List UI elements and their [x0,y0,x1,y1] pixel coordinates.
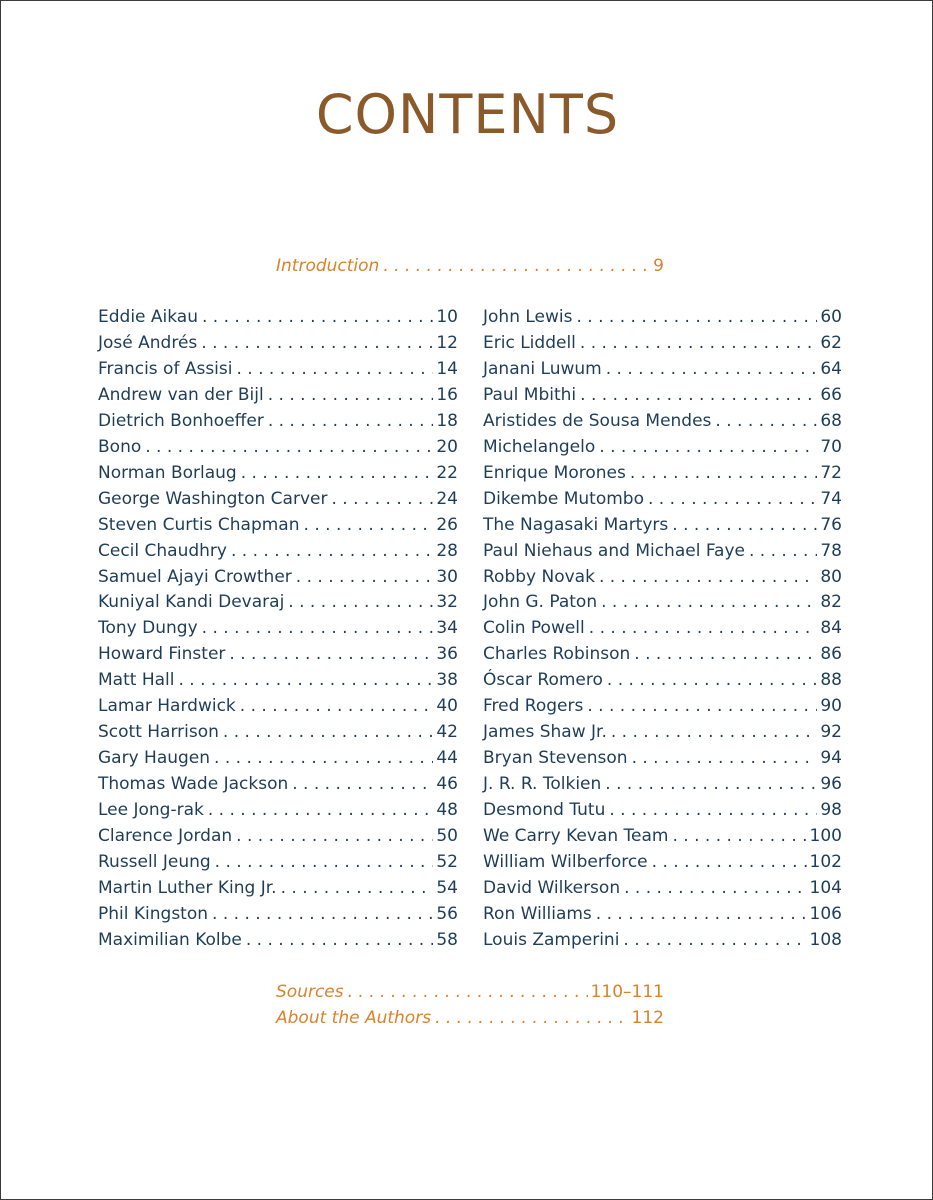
toc-entry [483,487,842,511]
toc-entry-page: 74 [820,488,842,509]
dot-leader [201,331,433,355]
toc-entry [483,357,842,381]
toc-entry [98,798,458,822]
dot-leader [672,824,806,848]
toc-entry-label: Charles Robinson [483,644,631,665]
dot-leader [223,720,433,744]
toc-entry-label: Russell Jeung [98,851,211,872]
toc-entry [483,461,842,485]
toc-entry-label: Dikembe Mutombo [483,488,644,509]
toc-entry-label: Paul Niehaus and Michael Faye [483,540,745,561]
toc-entry [98,539,458,563]
toc-entry-label: Thomas Wade Jackson [98,774,289,795]
toc-entry-label: Paul Mbithi [483,384,577,405]
toc-entry-label: The Nagasaki Martyrs [483,514,669,535]
toc-entry [98,435,458,459]
dot-leader [624,876,806,900]
toc-entry-page: 106 [809,903,842,924]
toc-entry-page: 94 [820,748,842,769]
toc-entry-label: Martin Luther King Jr. [98,877,277,898]
toc-entry-page: 40 [436,696,458,717]
toc-entry [483,772,842,796]
toc-entry-label: Maximilian Kolbe [98,929,242,950]
toc-entry-label: Lamar Hardwick [98,696,236,717]
toc-entry [483,694,842,718]
toc-entry-page: 70 [820,436,842,457]
toc-entry-label: Kuniyal Kandi Devaraj [98,592,285,613]
toc-entry-page: 12 [436,332,458,353]
toc-entry [98,902,458,926]
toc-entry-page: 82 [820,592,842,613]
toc-entry [483,590,842,614]
toc-entry-label: Eric Liddell [483,332,576,353]
dot-leader [632,746,818,770]
toc-entry-page: 36 [436,644,458,665]
dot-leader [589,616,818,640]
dot-leader [606,357,818,381]
toc-entry-label: Louis Zamperini [483,929,620,950]
toc-entry-label: Tony Dungy [98,618,198,639]
dot-leader [611,720,818,744]
toc-entry-page: 46 [436,774,458,795]
dot-leader [241,461,434,485]
toc-entry-page: 102 [809,851,842,872]
toc-entry [98,876,458,900]
toc-entry-page: 84 [820,618,842,639]
toc-entry [98,513,458,537]
toc-entry [98,720,458,744]
toc-entry-label: Ron Williams [483,903,592,924]
dot-leader [237,357,434,381]
toc-entry-label: Desmond Tutu [483,800,606,821]
page-title: CONTENTS [315,83,620,146]
toc-entry-page: 54 [436,877,458,898]
toc-entry [483,798,842,822]
dot-leader [240,694,434,718]
toc-entry-page: 86 [820,644,842,665]
toc-entry [98,590,458,614]
toc-entry-label: Aristides de Sousa Mendes [483,410,712,431]
toc-entry-page: 100 [809,826,842,846]
dot-leader [652,850,807,874]
toc-entry [483,513,842,537]
toc-entry-label: We Carry Kevan Team [483,826,669,846]
toc-entry [98,383,458,407]
dot-leader [212,902,433,926]
toc-entry [98,694,458,718]
toc-entry-label: Matt Hall [98,670,175,691]
toc-entry-label: Dietrich Bonhoeffer [98,410,264,431]
dot-leader [435,1006,628,1030]
dot-leader [383,254,650,278]
dot-leader [648,487,817,511]
toc-entry-label: Sources [276,982,344,1002]
toc-entry-label: Enrique Morones [483,462,626,483]
dot-leader [215,850,434,874]
dot-leader [580,383,817,407]
toc-entry-label: Norman Borlaug [98,462,237,483]
toc-entry-label: Andrew van der Bijl [98,384,264,405]
toc-entry-page: 16 [436,384,458,405]
toc-entry-label: Robby Novak [483,566,595,587]
dot-leader [580,331,817,355]
toc-entry-page: 56 [436,903,458,924]
toc-entry [98,409,458,433]
toc-entry-page: 98 [820,800,842,821]
dot-leader [331,487,433,511]
dot-leader [348,980,588,1004]
toc-entry-page: 18 [436,410,458,431]
toc-entry [483,616,842,640]
toc-entry [98,746,458,770]
toc-entry-page: 62 [820,332,842,353]
toc-entry [483,539,842,563]
toc-entry-sources [276,980,664,1004]
toc-entry-page: 88 [820,670,842,691]
dot-leader [281,876,434,900]
toc-entry-page: 26 [436,514,458,535]
toc-entry [483,668,842,692]
dot-leader [231,539,433,563]
toc-entry [483,305,842,329]
toc-entry-page: 52 [436,851,458,872]
toc-entry [98,357,458,381]
toc-entry-label: Colin Powell [483,618,585,639]
toc-entry-page: 60 [820,307,842,327]
toc-entry-page: 10 [436,307,458,327]
toc-entry-label: Bono [98,436,142,457]
toc-entry-introduction [276,254,664,278]
toc-entry-page: 44 [436,748,458,769]
toc-entry [98,642,458,666]
toc-entry-page: 34 [436,618,458,639]
toc-entry [98,850,458,874]
dot-leader [749,539,817,563]
dot-leader [268,383,434,407]
toc-entry [483,642,842,666]
dot-leader [596,902,807,926]
dot-leader [607,668,817,692]
toc-entry-label: Phil Kingston [98,903,209,924]
dot-leader [715,409,817,433]
dot-leader [268,409,434,433]
toc-entry [483,383,842,407]
toc-entry-page: 20 [436,436,458,457]
toc-entry-page: 14 [436,358,458,379]
toc-entry-label: John G. Paton [483,592,598,613]
toc-entry-label: George Washington Carver [98,488,328,509]
toc-entry-label: William Wilberforce [483,851,648,872]
toc-entry-page: 96 [820,774,842,795]
toc-entry [98,461,458,485]
dot-leader [178,668,433,692]
toc-entry-page: 78 [820,540,842,561]
toc-entry-page: 76 [820,514,842,535]
toc-entry-page: 28 [436,540,458,561]
toc-entry-page: 104 [809,877,842,898]
toc-entry-label: Samuel Ajayi Crowther [98,566,292,587]
toc-entry-page: 48 [436,800,458,821]
toc-entry-page: 30 [436,566,458,587]
dot-leader [672,513,817,537]
toc-entry-label: Óscar Romero [483,670,603,691]
toc-entry [483,331,842,355]
toc-entry-page: 22 [436,462,458,483]
toc-entry-label: Clarence Jordan [98,826,233,846]
dot-leader [292,772,433,796]
toc-entry [483,720,842,744]
dot-leader [246,928,433,952]
toc-entry-page: 92 [820,722,842,743]
toc-entry-page: 72 [820,462,842,483]
toc-entry-page: 110–111 [590,982,664,1002]
toc-entry [483,409,842,433]
dot-leader [587,694,817,718]
toc-entry-page: 68 [820,410,842,431]
dot-leader [605,772,817,796]
toc-entry [98,668,458,692]
toc-entry [98,331,458,355]
toc-entry-label: James Shaw Jr. [483,722,607,743]
toc-entry-page: 50 [436,826,458,846]
toc-entry [98,487,458,511]
dot-leader [576,305,817,329]
toc-entry [98,772,458,796]
toc-entry [98,928,458,952]
toc-entry [98,565,458,589]
dot-leader [599,435,817,459]
toc-entry-label: Lee Jong-rak [98,800,204,821]
toc-entry-page: 108 [809,929,842,950]
dot-leader [202,616,434,640]
dot-leader [630,461,818,485]
toc-entry-label: Steven Curtis Chapman [98,514,300,535]
toc-entry-label: Cecil Chaudhry [98,540,227,561]
toc-entry [483,902,842,926]
toc-entry [483,824,842,848]
toc-entry-label: J. R. R. Tolkien [483,774,602,795]
dot-leader [145,435,433,459]
toc-entry [483,565,842,589]
toc-entry-label: Janani Luwum [483,358,602,379]
toc-entry-page: 90 [820,696,842,717]
toc-entry-label: Introduction [276,256,380,276]
toc-entry [98,824,458,848]
toc-entry-label: Fred Rogers [483,696,584,717]
dot-leader [599,565,817,589]
dot-leader [208,798,433,822]
toc-entry-page: 32 [436,592,458,613]
toc-entry [483,850,842,874]
toc-entry-label: John Lewis [483,307,573,327]
toc-entry-label: Francis of Assisi [98,358,233,379]
toc-entry-label: Michelangelo [483,436,596,457]
toc-entry-page: 38 [436,670,458,691]
dot-leader [304,513,434,537]
toc-entry-page: 80 [820,566,842,587]
toc-entry [98,616,458,640]
toc-entry-page: 9 [653,256,664,276]
toc-entry-page: 64 [820,358,842,379]
toc-entry-page: 24 [436,488,458,509]
dot-leader [288,590,433,614]
toc-entry-label: Bryan Stevenson [483,748,628,769]
toc-entry-page: 66 [820,384,842,405]
toc-entry-label: Gary Haugen [98,748,211,769]
toc-entry-label: Scott Harrison [98,722,219,743]
toc-entry-label: Eddie Aikau [98,307,198,327]
toc-entry-page: 42 [436,722,458,743]
toc-entry-label: José Andrés [98,332,198,353]
dot-leader [229,642,433,666]
dot-leader [601,590,817,614]
toc-entry [483,435,842,459]
toc-entry-label: Howard Finster [98,644,226,665]
dot-leader [296,565,434,589]
dot-leader [202,305,433,329]
toc-entry-label: David Wilkerson [483,877,621,898]
toc-entry-page: 112 [631,1008,664,1028]
toc-entry [98,305,458,329]
toc-entry-about-the-authors [276,1006,664,1030]
toc-entry-page: 58 [436,929,458,950]
dot-leader [609,798,817,822]
dot-leader [236,824,433,848]
toc-entry [483,746,842,770]
dot-leader [623,928,806,952]
dot-leader [214,746,433,770]
dot-leader [634,642,817,666]
toc-entry-label: About the Authors [276,1008,432,1028]
toc-entry [483,928,842,952]
toc-entry [483,876,842,900]
